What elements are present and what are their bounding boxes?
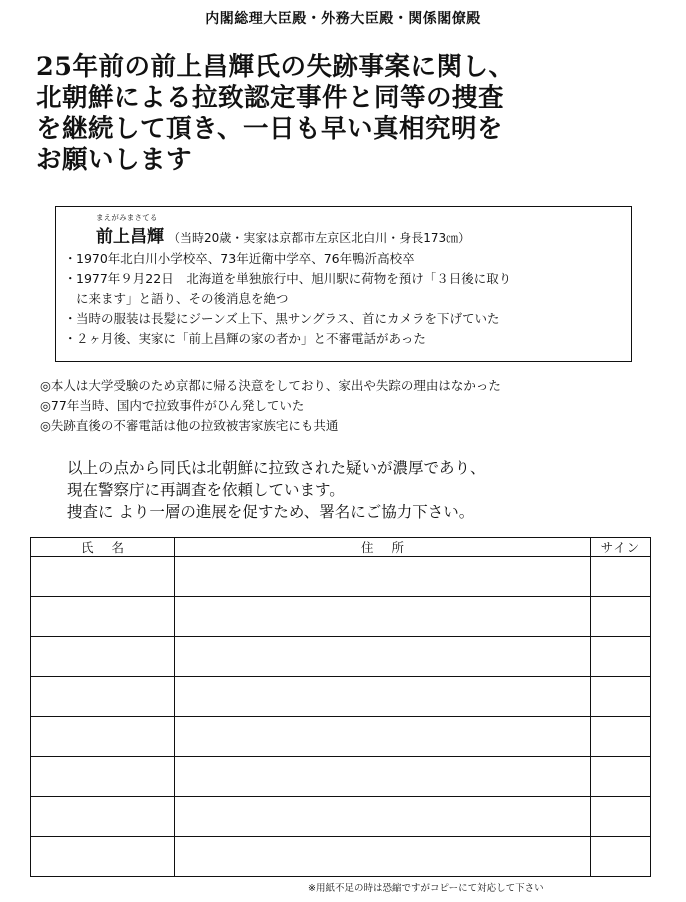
bullet-text: に来ます」と語り、その後消息を絶つ	[76, 291, 289, 306]
address-cell[interactable]	[175, 637, 591, 677]
address-cell[interactable]	[175, 677, 591, 717]
sign-cell[interactable]	[591, 837, 651, 877]
table-row	[31, 677, 651, 717]
profile-bullet	[64, 329, 629, 349]
sign-cell[interactable]	[591, 637, 651, 677]
bullet-mark: ・	[64, 251, 77, 266]
sign-cell[interactable]	[591, 557, 651, 597]
address-cell[interactable]	[175, 557, 591, 597]
name-cell[interactable]	[31, 677, 175, 717]
name-cell[interactable]	[31, 757, 175, 797]
bullet-text: ２ヶ月後、実家に「前上昌輝の家の者か」と不審電話があった	[76, 331, 426, 346]
notes	[40, 376, 670, 436]
sign-cell[interactable]	[591, 717, 651, 757]
table-row	[31, 637, 651, 677]
person-detail: （当時20歳・実家は京都市左京区北白川・身長173㎝）	[168, 231, 471, 245]
bullet-text: 1970年北白川小学校卒、73年近衛中学卒、76年鴨沂高校卒	[76, 251, 415, 266]
sign-cell[interactable]	[591, 677, 651, 717]
header-address: 住所	[175, 538, 591, 557]
profile-bullet	[64, 269, 629, 309]
table-row	[31, 717, 651, 757]
headline-line: お願いします	[36, 145, 193, 175]
headline-line: 北朝鮮による拉致認定事件と同等の捜査	[36, 83, 505, 113]
profile-box	[55, 206, 632, 362]
header-name: 氏名	[31, 538, 175, 557]
sign-cell[interactable]	[591, 797, 651, 837]
person-name: 前上昌輝	[96, 227, 164, 247]
address-cell[interactable]	[175, 717, 591, 757]
headline	[36, 52, 676, 176]
bullet-mark: ・	[64, 311, 77, 326]
name-ruby: まえがみまさてる	[96, 213, 158, 222]
note-item: ◎77年当時、国内で拉致事件がひん発していた	[40, 398, 305, 413]
headline-line: を継続して頂き、一日も早い真相究明を	[36, 114, 503, 144]
address-cell[interactable]	[175, 597, 591, 637]
name-cell[interactable]	[31, 837, 175, 877]
name-cell[interactable]	[31, 797, 175, 837]
table-row	[31, 757, 651, 797]
request-line: 現在警察庁に再調査を依頼しています。	[67, 481, 345, 499]
table-row	[31, 557, 651, 597]
headline-line: 25年前の前上昌輝氏の失跡事案に関し、	[36, 52, 515, 82]
sign-cell[interactable]	[591, 757, 651, 797]
header-sign: サイン	[591, 538, 651, 557]
profile-bullet	[64, 249, 629, 269]
name-line	[96, 222, 470, 247]
table-row	[31, 597, 651, 637]
table-header-row	[31, 538, 651, 557]
address-cell[interactable]	[175, 837, 591, 877]
bullet-text: 当時の服装は長髪にジーンズ上下、黒サングラス、首にカメラを下げていた	[76, 311, 500, 326]
note-item: ◎本人は大学受験のため京都に帰る決意をしており、家出や失踪の理由はなかった	[40, 378, 501, 393]
addressee-line: 内閣総理大臣殿・外務大臣殿・関係閣僚殿	[205, 11, 481, 27]
bullet-mark: ・	[64, 331, 77, 346]
note-item: ◎失跡直後の不審電話は他の拉致被害家族宅にも共通	[40, 418, 339, 433]
name-cell[interactable]	[31, 557, 175, 597]
table-row	[31, 837, 651, 877]
request-line: 捜査に より一層の進展を促すため、署名にご協力下さい。	[67, 503, 475, 521]
bullet-text: 1977年９月22日 北海道を単独旅行中、旭川駅に荷物を預け「３日後に取り	[76, 271, 512, 286]
bullet-mark: ・	[64, 271, 77, 286]
footer-note: ※用紙不足の時は恐縮ですがコピーにて対応して下さい	[308, 883, 544, 894]
request-line: 以上の点から同氏は北朝鮮に拉致された疑いが濃厚であり、	[67, 459, 486, 477]
address-cell[interactable]	[175, 757, 591, 797]
profile-bullet	[64, 309, 629, 329]
table-row	[31, 797, 651, 837]
signature-table	[30, 537, 651, 877]
request-paragraph	[67, 457, 667, 523]
sign-cell[interactable]	[591, 597, 651, 637]
address-cell[interactable]	[175, 797, 591, 837]
name-cell[interactable]	[31, 717, 175, 757]
name-cell[interactable]	[31, 637, 175, 677]
profile-bullets	[64, 249, 629, 349]
name-cell[interactable]	[31, 597, 175, 637]
